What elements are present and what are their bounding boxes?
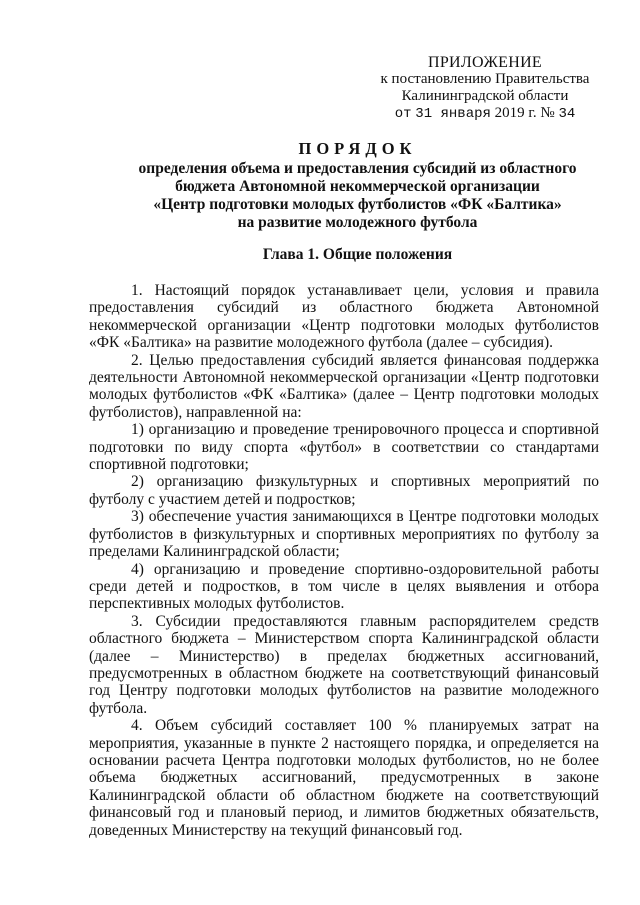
document-title: ПОРЯДОК: [298, 139, 417, 158]
date-prefix: от: [394, 106, 412, 122]
date-year: 2019 г.: [494, 105, 537, 121]
paragraph-2-item-1: 1) организацию и проведение тренировочного процесса и спортивной подготовки по виду спорта «футбол» в соответствии со стандартами спортивной подготовки;: [89, 421, 599, 474]
number-sign: №: [540, 105, 555, 121]
paragraph-1: 1. Настоящий порядок устанавливает цели, условия и правила предоставления субсидий из областного бюджета Автономной некоммерческой организации «Центр подготовки молодых футболистов «ФК «Балтика» на развитие молодежного футбола (далее – субсидия).: [89, 282, 599, 352]
document-body: [89, 282, 599, 839]
paragraph-2-item-3: 3) обеспечение участия занимающихся в Центре подготовки молодых футболистов в физкультурных и спортивных мероприятиях по футболу за пределами Калининградской области;: [89, 508, 599, 561]
appendix-line-region: Калининградской области: [401, 88, 569, 104]
decree-number: 34: [558, 106, 576, 122]
appendix-line-decree: к постановлению Правительства: [380, 71, 590, 87]
paragraph-2-item-2: 2) организацию физкультурных и спортивных мероприятий по футболу с участием детей и подростков;: [89, 473, 599, 508]
appendix-dateline: [360, 105, 610, 123]
date-value: 31 января: [415, 106, 491, 122]
paragraph-4: 4. Объем субсидий составляет 100 % планируемых затрат на мероприятия, указанные в пункте 2 настоящего порядка, и определяется на основании расчета Центра подготовки молодых футболистов, но не более объема бюджетных ассигнований, предусмотренных в законе Калининградской области об областном бюджете на соответствующий финансовый год и плановый период, и лимитов бюджетных обязательств, доведенных Министерству на текущий финансовый год.: [89, 717, 599, 839]
paragraph-3: 3. Субсидии предоставляются главным распорядителем средств областного бюджета – Министерством спорта Калининградской области (далее – Министерство) в пределах бюджетных ассигнований, предусмотренных в областном бюджете на соответствующий финансовый год Центру подготовки молодых футболистов на развитие молодежного футбола.: [89, 612, 599, 717]
appendix-header: [360, 54, 610, 123]
title-line-1: определения объема и предоставления субсидий из областного: [138, 160, 577, 177]
document-title-block: [95, 140, 620, 232]
paragraph-2-item-4: 4) организацию и проведение спортивно-оздоровительной работы среди детей и подростков, в том числе в целях выявления и отбора перспективных молодых футболистов.: [89, 560, 599, 613]
title-line-4: на развитие молодежного футбола: [237, 214, 478, 231]
chapter-heading: Глава 1. Общие положения: [262, 246, 453, 263]
paragraph-2: 2. Целью предоставления субсидий является финансовая поддержка деятельности Автономной некоммерческой организации «Центр подготовки молодых футболистов «ФК «Балтика» (далее – Центр подготовки молодых футболистов), направленной на:: [89, 351, 599, 421]
title-line-3: «Центр подготовки молодых футболистов «ФК «Балтика»: [153, 196, 562, 213]
title-line-2: бюджета Автономной некоммерческой организации: [175, 178, 540, 195]
appendix-heading: ПРИЛОЖЕНИЕ: [427, 54, 542, 71]
